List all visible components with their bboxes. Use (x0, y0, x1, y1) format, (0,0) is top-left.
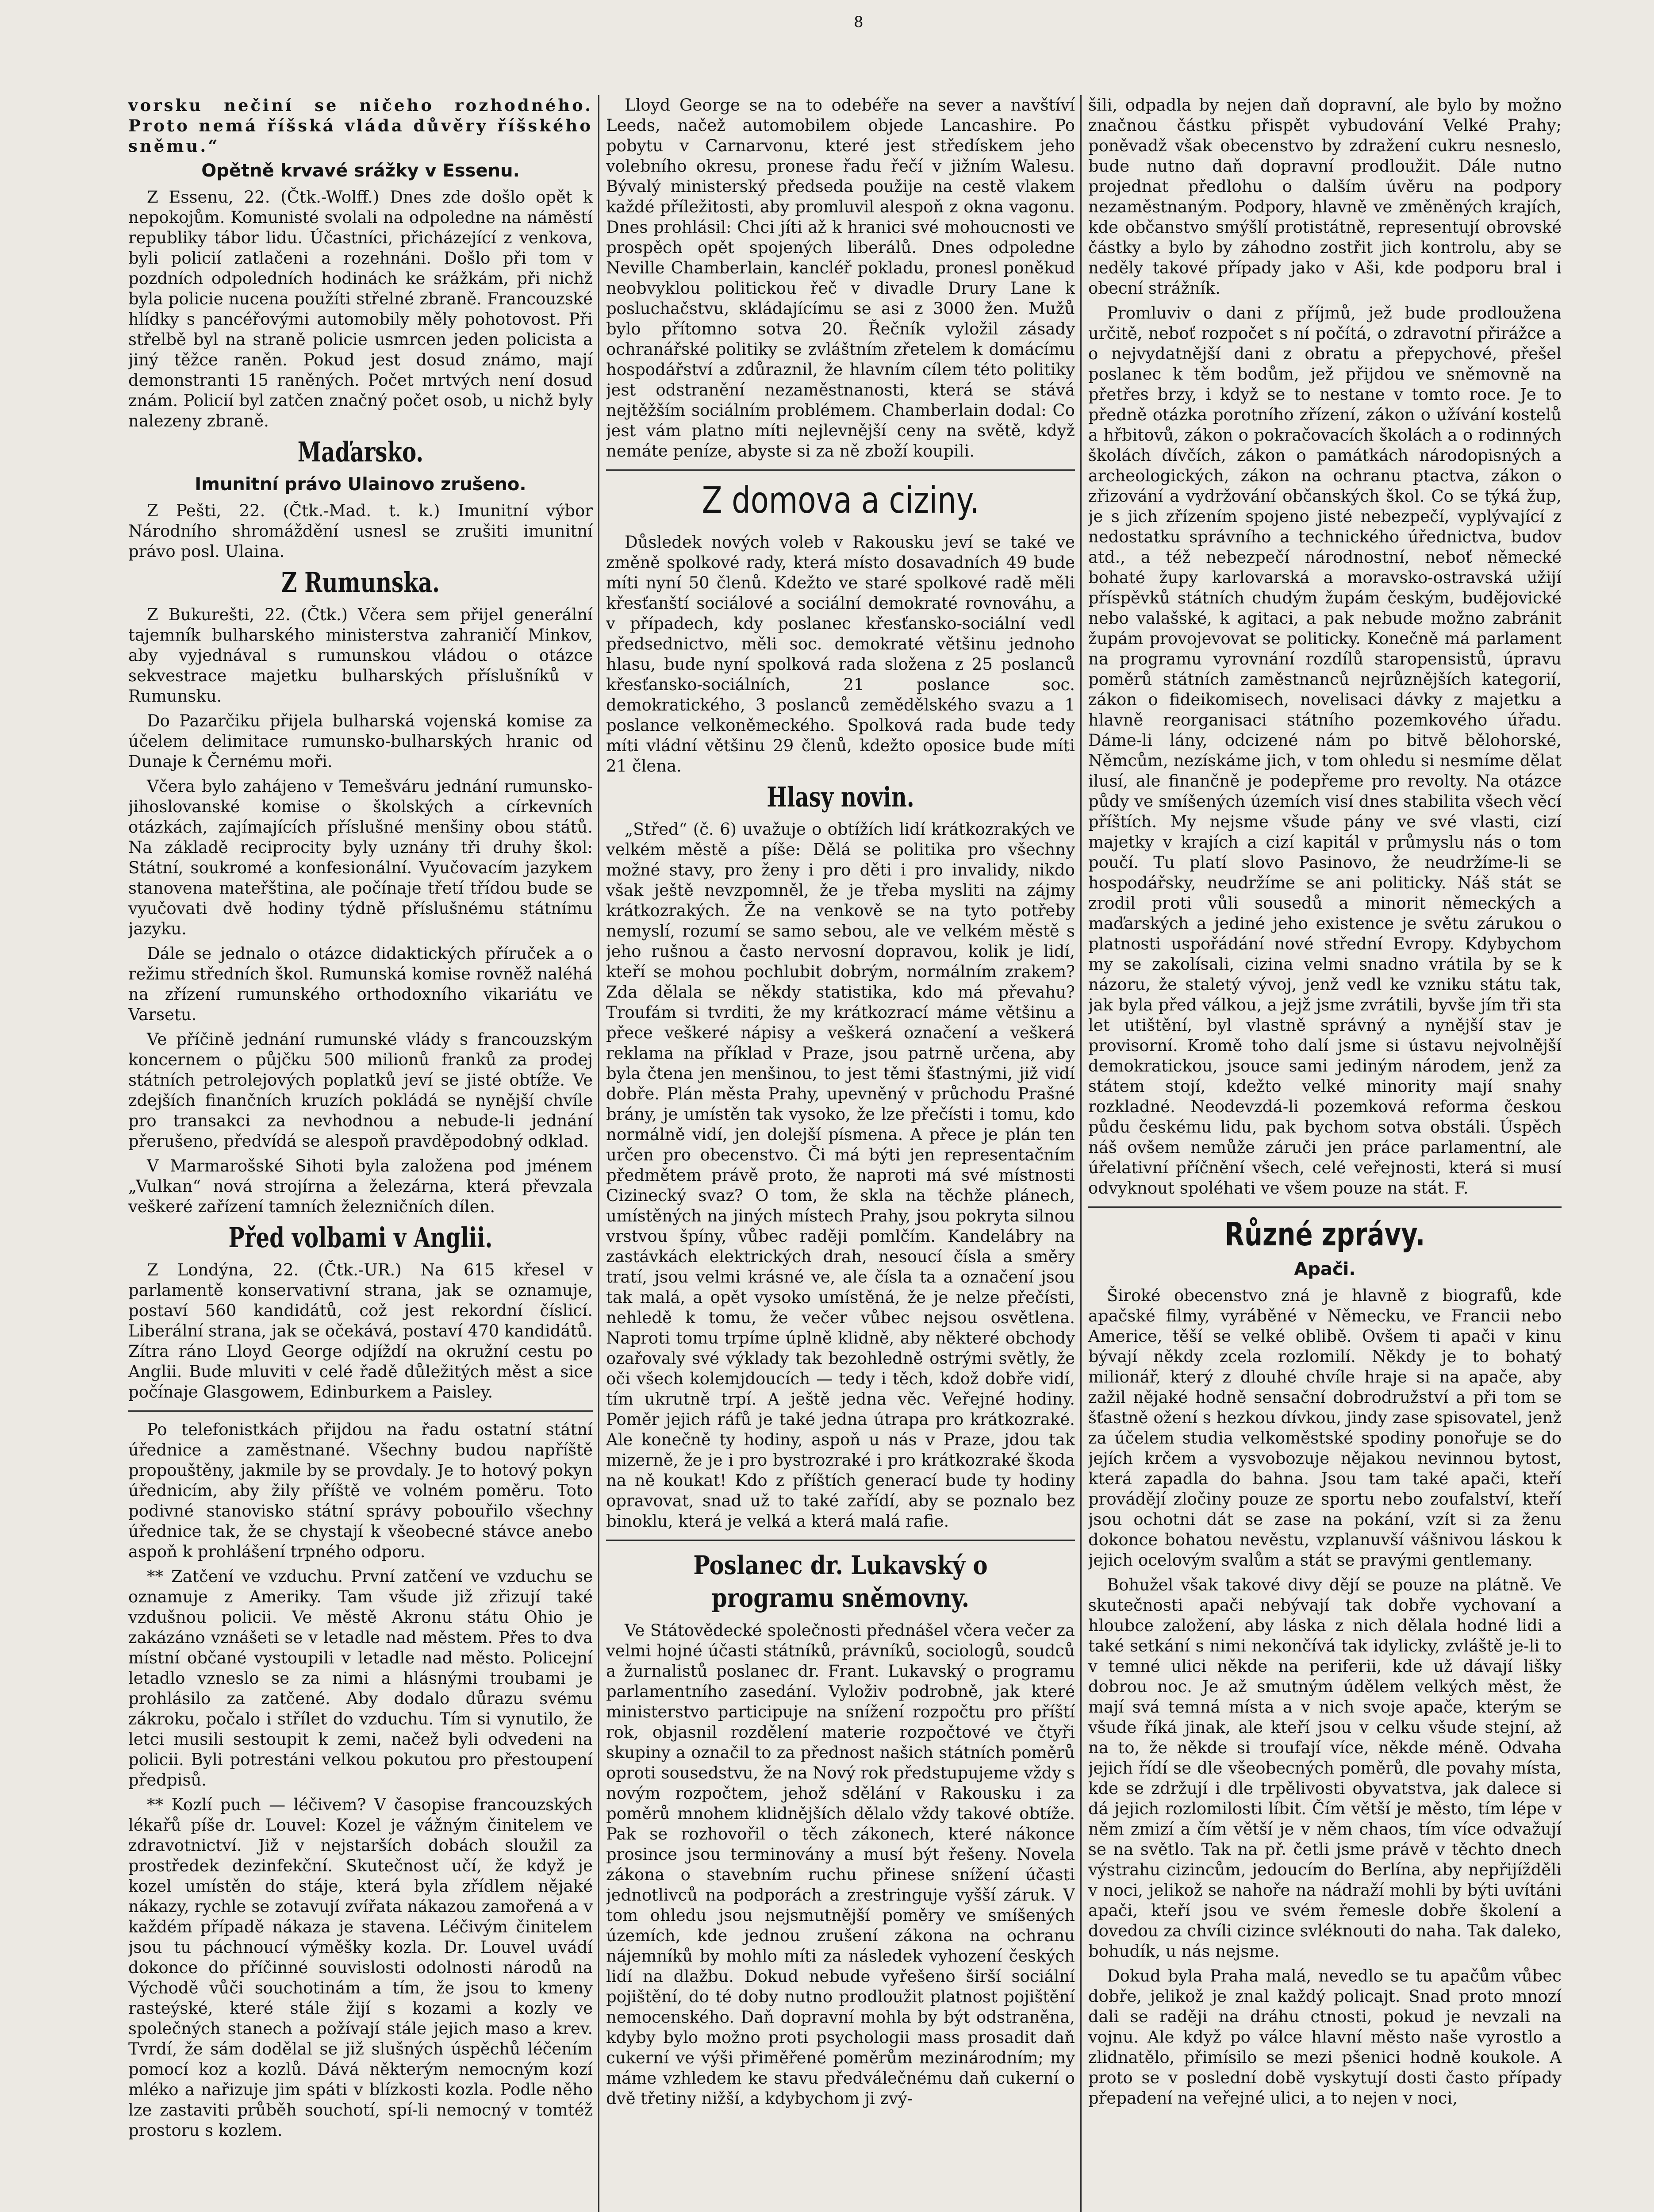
hlasy-heading: Hlasy novin. (767, 781, 914, 813)
section-divider (128, 1410, 593, 1412)
rumunsko-paragraph: Z Bukurešti, 22. (Čtk.) Včera sem přijel generální tajemník bulharského ministerstva zahraničí Minkov, aby vyjednával s rumunskou vládou o otázce sekvestrace majetku bulharských příslušníků v Rumunsku. (128, 605, 593, 706)
apaci-subheading: Apači. (1294, 1259, 1356, 1279)
page-number: 8 (854, 13, 863, 31)
section-divider (1088, 1206, 1562, 1208)
column-3 (1088, 95, 1562, 2212)
madarsko-heading: Maďarsko. (297, 436, 424, 468)
domov-heading: Z domova a ciziny. (702, 480, 979, 522)
rumunsko-heading: Z Rumunska. (281, 566, 440, 599)
lukavsky-article: Ve Státovědecké společnosti přednášel včera večer za velmi hojné účasti státníků, právníků, sociologů, soudců a žurnalistů poslanec dr. Frant. Lukavský o programu parlamentního zasedání. Vyloživ podrobně, jak které ministerstvo participuje na snížení rozpočtu pro příští rok, objasnil rozdělení materie rozpočtové ve čtyři skupiny a označil to za přednost našich státních poměrů oproti sousedstvu, že na Nový rok předstupujeme vždy s novým rozpočtem, jehož sdělání v Rakousku i za poměrů mnohem klidnějších dělalo vždy takové obtíže. Pak se rozhovořil o těch zákonech, které nákonce prosince jsou terminovány a musí být řešeny. Novela zákona o stavebním ruchu přinese snížení účasti jednotlivců na podporách a zrestringuje vyšší záruk. V tom ohledu jsou nejsmutnější poměry ve smíšených územích, kde jednou zrušení zákona na ochranu nájemníků by mohlo míti za následek vyhození českých lidí na dlažbu. Dokud nebude vyřešeno širší sociální pojištění, do té doby nutno prodloužit platnost pojištění nemocenského. Daň dopravní mohla by být odstraněna, kdyby bylo možno proti psychologii mass prosadit daň cukerní ve výši přiměřené poměrům mezinárodním; my máme vzhledem ke stavu předválečnému daň cukerní o dvě třetiny nižší, a kdybychom ji zvý- (606, 1621, 1075, 2108)
rumunsko-paragraph: V Marmarošské Sihoti byla založena pod jménem „Vulkan“ nová strojírna a železárna, která převzala veškeré zařízení tamních železničních dílen. (128, 1156, 593, 1216)
column-2 (606, 95, 1075, 2212)
madarsko-article: Z Pešti, 22. (Čtk.-Mad. t. k.) Imunitní výbor Národního shromáždění usnesl se zrušiti imunitní právo posl. Ulaina. (128, 501, 593, 561)
anglie-heading: Před volbami v Anglii. (228, 1221, 493, 1254)
lloyd-george-paragraph: Lloyd George se na to odebéře na sever a navštíví Leeds, načež automobilem objede Lancashire. Po pobytu v Carnarvonu, které jest středískem jeho volebního okresu, pronese řadu řečí v jižním Walesu. Bývalý ministerský předseda použije na cestě vlakem každé příležitosti, aby promluvil alespoň z okna vagonu. Dnes prohlásil: Chci jíti až k hranici své mohoucnosti ve prospěch opět spojených liberálů. Dnes odpoledne Neville Chamberlain, kancléř pokladu, pronesl poněkud neobvyklou politickou řeč v divadle Drury Lane k posluchačstvu, skládajícímu se asi z 3000 žen. Mužů bylo přítomno sotva 20. Řečník vyložil zásady ochranářské politiky se zvláštním zřetelem k domácímu hospodářství a zdůraznil, že hlavním cílem této politiky jest odstranění nezaměstnanosti, která se stává nejtěžším sociálním problémem. Chamberlain dodal: Co jest vám platno míti nejlevnější ceny na světě, když nemáte peníze, abyste si za ně zboží koupili. (606, 96, 1075, 461)
column-rule-1 (598, 95, 599, 2212)
section-divider (606, 1540, 1075, 1541)
column-rule-2 (1080, 95, 1082, 2212)
apaci-paragraph: Bohužel však takové divy dějí se pouze na plátně. Ve skutečnosti apači nebývají tak dobře vychovaní a hloubce založení, aby láska z nich dělala hodné lidi a také setkání s nimi nekončívá tak idylicky, zvláště je-li to v temné ulici někde na periferii, kde už dávají lišky dobrou noc. Je až smutným údělem velkých měst, že mají svá temná místa a v nich svoje apače, kterým se všude říká jinak, ale kteří jsou v celku všude stejní, až na to, že někde si troufají více, někde méně. Odvaha jejich řídí se dle všeobecných poměrů, dle povahy místa, kde se zdržují i dle trpělivosti obyvatstva, jak dalece si dá jejich rozlomilosti líbit. Čím větší je město, tím lépe v něm zmizí a čím větší je v něm chaos, tím více odvažují se na světlo. Tak na př. četli jsme právě v těchto dnech výstrahu cizincům, jedoucím do Berlína, aby nepřijížděli v noci, jelikož se nahoře na nádraží mohli by býti uvítáni apači, kteří jsou ve svém řemesle dobře školení a dovedou za chvíli cizince svléknouti do naha. Tak daleko, bohudík, u nás nejsme. (1088, 1575, 1562, 1961)
essen-article: Z Essenu, 22. (Čtk.-Wolff.) Dnes zde došlo opět k nepokojům. Komunisté svolali na odpoledne na náměstí republiky tábor lidu. Účastníci, přicházející z venkova, byli policií zatlačeni a rozehnáni. Došlo při tom v pozdních odpoledních hodinách ke srážkám, při nichž byla policie nucena použíti střelné zbraně. Francouzské hlídky s pancéřovými automobily měly pohotovost. Při střelbě byl na straně policie usmrcen jeden policista a jiný těžce raněn. Pokud jest dosud známo, mají demonstranti 15 raněných. Počet mrtvých není dosud znám. Policií byl zatčen značný počet osob, u nichž byly nalezeny zbraně. (128, 188, 593, 430)
notes-paragraph: ** Kozlí puch — léčivem? V časopise francouzských lékařů píše dr. Louvel: Kozel je vážným činitelem ve zdravotnictví. Již v nejstarších dobách sloužil za prostředek dezinfekční. Skutečnost učí, že když je kozel umístěn do stáje, která byla zřídlem nějaké nákazy, rychle se zotavují zvířata nákazou zamořená a v každém případě nákaza je stavena. Léčivým činitelem jsou tu páchnoucí výměšky kozla. Dr. Louvel uvádí dokonce do příčinné souvislosti odolnosti národů na Východě vůči souchotinám a tím, že jsou to kmeny rasteýské, které stále žijí s kozami a kozly ve společných stanech a požívají stále jejich maso a krev. Tvrdí, že sám dodělal se již slušných úspěchů léčením pomocí koz a kozlů. Dává některým nemocným kozí mléko a nařizuje jim spáti v blízkosti kozla. Podle něho lze zastaviti průběh souchotí, spí-li nemocný v tomtéž prostoru s kozlem. (128, 1795, 593, 2140)
hlasy-article: „Střed“ (č. 6) uvažuje o obtížích lidí krátkozrakých ve velkém městě a píše: Dělá se politika pro všechny možné stavy, pro ženy i pro děti i pro invalidy, nikdo však ještě nevzpomněl, že je třeba mysliti na zájmy krátkozrakých. Že na venkově se na tyto potřeby nemyslí, rozumí se samo sebou, ale ve velkém městě s jeho rušnou a často nervosní dopravou, kolik je lidí, kteří se mohou pochlubit dobrým, normálním zrakem? Zda dělala se někdy statistika, kdo má převahu? Troufám si tvrditi, že my krátkozrací máme většinu a přece veškeré nápisy a veškerá označení a veškerá reklama na příklad v Praze, jsou patrně určena, aby byla čtena jen menšinou, to jest těmi šťastnými, již vidí dobře. Plán města Prahy, upevněný v průchodu Prašné brány, je umístěn tak vysoko, že lze přečísti i tomu, kdo normálně vidí, jen dolejší písmena. A přece je plán ten určen pro obecenstvo. Či má býti jen representačním předmětem právě proto, že naproti má své místnosti Cizinecký svaz? O tom, že skla na těchže plánech, umístěných na jiných místech Prahy, jsou pokryta silnou vrstvou špíny, vůbec raději pomlčím. Kandelábry na zastávkách elektrických drah, nesoucí čísla a směry tratí, jsou velmi krásné ve, ale čísla ta a označení jsou tak malá, a opět vysoko umístěná, že je nelze přečísti, nehledě k tomu, že večer vůbec nejsou osvětlena. Naproti tomu trpíme úplně klidně, aby některé obchody ozařovaly své výklady tak bezohledně ostrými světly, že oči všech kolemjdoucích — tedy i těch, kdož dobře vidí, tím ukrutně trpí. A ještě jedna věc. Veřejné hodiny. Poměr jejich ráfů je také jedna útrapa pro krátkozraké. Ale konečně ty hodiny, aspoň u nás v Praze, jdou tak mizerně, že je i pro bystrozraké i pro krátkozraké škoda na ně koukat! Kdo z příštích generací bude ty hodiny opravovat, snad už to také zařídí, aby se poznalo bez binoklu, která je velká a která malá rafie. (606, 820, 1075, 1531)
column-1 (128, 95, 593, 2212)
ruzne-heading: Různé zprávy. (1224, 1216, 1425, 1253)
essen-heading: Opětně krvavé srážky v Essenu. (201, 161, 520, 181)
lukavsky-continuation: Promluviv o dani z příjmů, jež bude prodloužena určitě, neboť rozpočet s ní počítá, o zdravotní přirážce a o nejvydatnější dani z obratu a přepychové, přešel poslanec k těm bodům, jež přijdou ve sněmovně na přetřes brzy, i když se to nestane v tomto roce. Je to předně otázka porotního zřízení, zákon o užívání kostelů a hřbitovů, zákon o pokračovacích školách a o rodinných školách dívčích, zákon o památkách národopisných a archeologických, zákon na ochranu ptactva, zákon o zřizování a vydržování občanských škol. Co se týká žup, je s jich zřízením spojeno jisté nebezpečí, vyplývající z nedostatku správního a technického úřednictva, budov atd., a též nebezpečí národnostní, neboť německé bohaté župy karlovarská a moravsko-ostravská užijí příspěvků státních chudým župám českým, budějovické nebo valašské, k agitaci, a pak nebude možno zabránit župám provojevovat se politicky. Konečně má parlament na programu vyrovnání rozdílů staropensistů, úpravu poměrů státních zaměstnanců nejrůznějších kategorií, zákon o fideikomisech, novelisaci dávky z majetku a hlavně reorganisaci státního pozemkového úřadu. Dáme-li lány, odcizené nám po bitvě bělohorské, Němcům, nezískáme jich, v tom ohledu si nesmíme dělat ilusí, ale finančně je podepřeme pro revolty. Na otázce půdy ve smíšených územích visí dnes stabilita všech věcí příštích. My nejsme všude pány ve své vlasti, cizí majetky v krajích a cizí kapitál v průmyslu nás o tom poučí. Tu platí slovo Pasinovo, že neudržíme-li se hospodářsky, neudržíme se ani politicky. Náš stát se zrodil proti vůli sousedů a minorit německých a maďarských a jediné jeho existence je světu zárukou o platnosti uspořádání nové střední Evropy. Kdybychom my se zakolísali, cizina velmi snadno vrátila by se k názoru, že staletý vývoj, jenž vedl ke vzniku státu tak, jak byla před válkou, a jejž jsme zvrátili, byvše jím tři sta let utištění, byl vlastně správný a nynější stav je provisorní. Kromě toho dalí jsme si ústavu nejvolnější demokratickou, jsouce sami jediným národem, jenž za státem stojí, kdežto velké minority mají snahy rozkladné. Neodevzdá-li pozemková reforma českou půdu českému lidu, pak bychom sotva obstáli. Úspěch náš ovšem nemůže záruči jen práce parlamentní, ale úřelativní příčnění všech, celé veřejnosti, která si musí odvyknout spoléhati ve všem pouze na stát. F. (1088, 303, 1562, 1198)
lukavsky-heading: Poslanec dr. Lukavský o programu sněmovny. (693, 1550, 988, 1613)
lukavsky-continuation: šili, odpadla by nejen daň dopravní, ale bylo by možno značnou částku přispět vybudování Velké Prahy; poněvadž však obecenstvo by zdražení cukru nesneslo, bude nutno daň dopravní prodloužit. Dále nutno projednat předlohu o dalším úvěru na podpory nezaměstnaným. Podpory, hlavně ve změněných krajích, kde občanstvo smýšlí protistátně, representují obrovské částky a bylo by záhodno zostřit jich kontrolu, aby se neděly takové případy jako v Aši, kde podporu bral i obecní strážník. (1088, 96, 1562, 298)
madarsko-subheading: Imunitní právo Ulainovo zrušeno. (195, 474, 526, 495)
notes-paragraph: Po telefonistkách přijdou na řadu ostatní státní úřednice a zaměstnané. Všechny budou napříště propouštěny, jakmile by se provdaly. Je to hotový pokyn úřednicím, aby žily příště ve volném poměru. Toto podivné stanovisko státní správy pobouřilo všechny úřednice tak, že se chystají k všeobecné stávce anebo aspoň k prohlášení trpného odporu. (128, 1420, 593, 1561)
anglie-article: Z Londýna, 22. (Čtk.-UR.) Na 615 křesel v parlamentě konservativní strana, jak se oznamuje, postaví 560 kandidátů, což jest rekordní číslicí. Liberální strana, jak se očekává, postaví 470 kandidátů. Zítra ráno Lloyd George odjíždí na okružní cestu po Anglii. Bude mluviti v celé řadě důležitých měst a sice počínaje Glasgowem, Edinburkem a Paisley. (128, 1260, 593, 1402)
rumunsko-paragraph: Do Pazarčiku přijela bulharská vojenská komise za účelem delimitace rumunsko-bulharských hranic od Dunaje k Černému moři. (128, 711, 593, 771)
rumunsko-paragraph: Dále se jednalo o otázce didaktických příruček a o režimu středních škol. Rumunská komise rovněž naléhá na zřízení rumunského orthodoxního vikariátu ve Varsetu. (128, 944, 593, 1024)
intro-paragraph: vorsku nečiní se ničeho rozhodného. Proto nemá říšská vláda důvěry říšského sněmu.“ (128, 96, 593, 156)
rumunsko-paragraph: Ve příčině jednání rumunské vlády s francouzským koncernem o půjčku 500 milionů franků za prodej státních petrolejových poplatků jeví se jisté obtíže. Ve zdejších finančních kruzích pokládá se nynější chvíle pro transakci za nevhodnou a nebude-li jednání přerušeno, předvídá se alespoň pravděpodobný odklad. (128, 1030, 593, 1151)
rumunsko-paragraph: Včera bylo zahájeno v Temešváru jednání rumunsko-jihoslovanské komise o školských a církevních otázkách, zajímajících příslušné menšiny obou států. Na základě reciprocity byly uznány tři druhy škol: Státní, soukromé a konfesionální. Vyučovacím jazykem stanovena mateřština, ale počínaje třetí třídou bude se vyučovati dvě hodiny týdně příslušnému státnímu jazyku. (128, 777, 593, 938)
apaci-paragraph: Dokud byla Praha malá, nevedlo se tu apačům vůbec dobře, jelikož je znal každý policajt. Snad proto mnozí dali se raději na dráhu ctnosti, pokud je nevzali na vojnu. Ale když po válce hlavní město naše vyrostlo a zlidnatělo, přimísilo se mezi pšenici hodně koukole. A proto se v poslední době vyskytují dosti často případy přepadení na veřejné ulici, a to nejen v noci, (1088, 1966, 1562, 2108)
domov-article: Důsledek nových voleb v Rakousku jeví se také ve změně spolkové rady, která místo dosavadních 49 bude míti nyní 50 členů. Kdežto ve staré spolkové radě měli křesťanští sociálové a sociální demokraté rovnováhu, a v případech, kdy poslanec křesťansko-sociální vedl předsednictvo, měli soc. demokraté většinu jednoho hlasu, bude nyní spolková rada složena z 25 poslanců křesťansko-sociálních, 21 poslance soc. demokratického, 3 poslanců zemědělského svazu a 1 poslance velkoněmeckého. Spolková rada bude tedy míti vládní většinu 29 členů, kdežto oposice bude míti 21 člena. (606, 533, 1075, 776)
notes-paragraph: ** Zatčení ve vzduchu. První zatčení ve vzduchu se oznamuje z Ameriky. Tam všude již zřizují také vzdušnou policii. Ve městě Akronu státu Ohio je zakázáno vznášeti se v letadle nad městem. Přes to dva místní občané vystoupili v letadle nad město. Policejní letadlo vzneslo se za nimi a hlásnými troubami je prohlásilo za zatčené. Aby dodalo důrazu svému zákroku, počalo i střílet do vzduchu. Tím si vynutilo, že letci musili sestoupit k zemi, načež byli odvedeni na policii. Byli potrestáni velkou pokutou pro přestoupení předpisů. (128, 1567, 593, 1790)
section-divider (606, 469, 1075, 471)
apaci-paragraph: Široké obecenstvo zná je hlavně z biografů, kde apačské filmy, vyráběné v Německu, ve Francii nebo Americe, těší se velké oblibě. Ovšem ti apači v kinu bývají někdy zcela rozlomilí. Někdy je to bohatý milionář, který z dlouhé chvíle hraje si na apače, aby zažil nějaké hodně sensační dobrodružství a při tom se šťastně ožení s hezkou dívkou, jindy zase spisovatel, jenž za účelem studia velkoměstské spodiny ponořuje se do jejích krčem a vysvobozuje nějakou nevinnou bytost, která zapadla do bahna. Jsou tam také apači, kteří provádějí zločiny pouze ze sportu nebo zoufalství, kteří jsou ochotni dát se zase na pokání, vzít si za ženu dokonce bohatou nevěstu, vzplanuvší vášnivou láskou k jejich ocelovým svalům a stát se pravými gentlemany. (1088, 1286, 1562, 1570)
